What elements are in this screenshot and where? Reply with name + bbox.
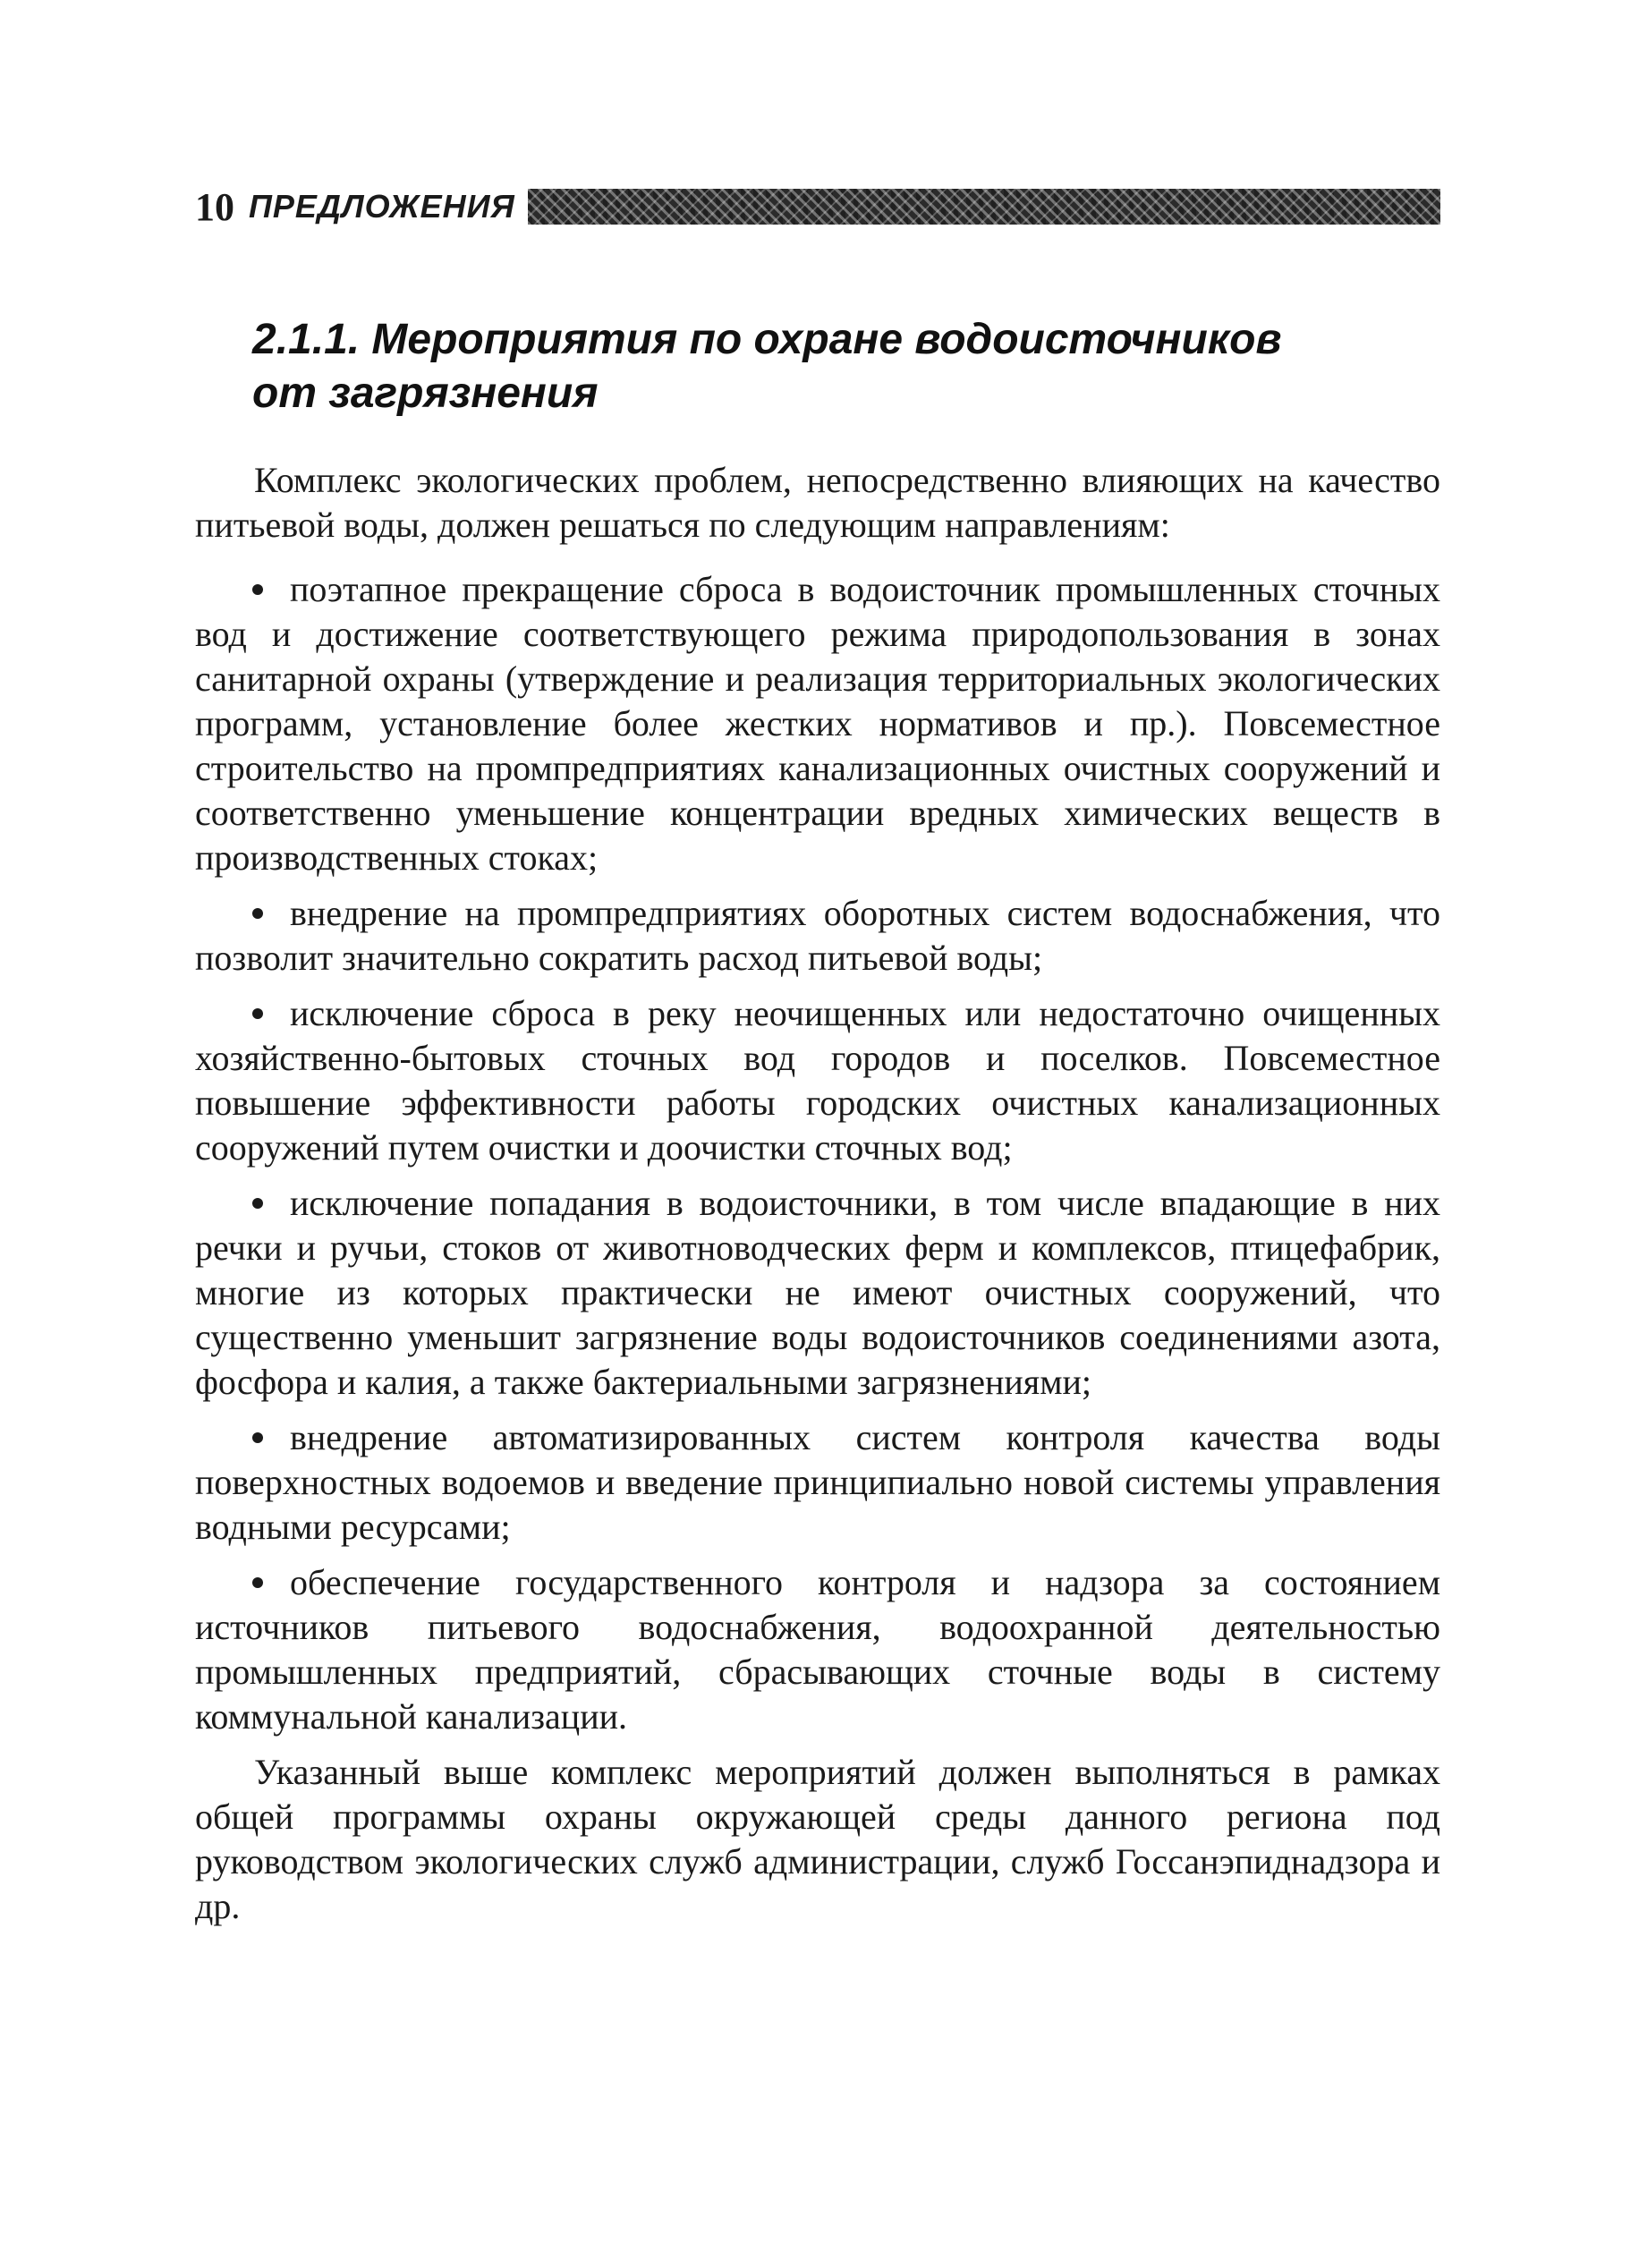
measures-list <box>195 567 1440 1739</box>
list-item <box>195 1560 1440 1739</box>
running-header <box>195 179 1440 234</box>
list-item <box>195 567 1440 880</box>
section-heading-line-2: от загрязнения <box>252 370 599 417</box>
intro-paragraph: Комплекс экологических проблем, непосредственно влияющих на качество питьевой воды, должен решаться по следующим направлениям: <box>195 460 1440 545</box>
bullet-icon <box>252 1008 263 1019</box>
list-item-text: исключение сброса в реку неочищенных или недостаточно очищенных хозяйственно-бытовых сточных вод городов и поселков. Повсеместное повышение эффективности работы городских очистных канализационных сооружений путем очистки и доочистки сточных вод; <box>195 993 1440 1168</box>
list-item-text: исключение попадания в водоисточники, в том числе впадающие в них речки и ручьи, стоков от животноводческих ферм и комплексов, птицефабрик, многие из которых практически не имеют очистных сооружений, что существенно уменьшит загрязнение воды водоисточников соединениями азота, фосфора и калия, а также бактериальными загрязнениями; <box>195 1183 1440 1402</box>
closing-paragraph: Указанный выше комплекс мероприятий должен выполняться в рамках общей программы охраны окружающей среды данного региона под руководством экологических служб администрации, служб Госсанэпиднадзора и др. <box>195 1752 1440 1926</box>
decorative-header-bar <box>528 189 1440 225</box>
bullet-icon <box>252 908 263 919</box>
list-item <box>195 1415 1440 1550</box>
list-item-text: внедрение автоматизированных систем контроля качества воды поверхностных водоемов и введение принципиально новой системы управления водными ресурсами; <box>195 1417 1440 1547</box>
list-item <box>195 891 1440 981</box>
section-heading-line-1: 2.1.1. Мероприятия по охране водоисточников <box>252 316 1282 363</box>
page-number: 10 <box>195 184 234 229</box>
list-item-text: обеспечение государственного контроля и надзора за состоянием источников питьевого водоснабжения, водоохранной деятельностью промышленных предприятий, сбрасывающих сточные воды в систему коммунальной канализации. <box>195 1562 1440 1737</box>
bullet-icon <box>252 1198 263 1209</box>
body-text <box>195 458 1440 1929</box>
list-item <box>195 1181 1440 1405</box>
bullet-icon <box>252 1432 263 1443</box>
section-label: ПРЕДЛОЖЕНИЯ <box>249 188 515 225</box>
list-item-text: поэтапное прекращение сброса в водоисточник промышленных сточных вод и достижение соответствующего режима природопользования в зонах санитарной охраны (утверждение и реализация территориальных экологических программ, установление более жестких нормативов и пр.). Повсеместное строительство на промпредприятиях канализационных очистных сооружений и соответственно уменьшение концентрации вредных химических веществ в производственных стоках; <box>195 569 1440 878</box>
section-heading <box>252 313 1397 420</box>
bullet-icon <box>252 584 263 595</box>
bullet-icon <box>252 1577 263 1588</box>
list-item <box>195 991 1440 1170</box>
list-item-text: внедрение на промпредприятиях оборотных систем водоснабжения, что позволит значительно сократить расход питьевой воды; <box>195 893 1440 978</box>
